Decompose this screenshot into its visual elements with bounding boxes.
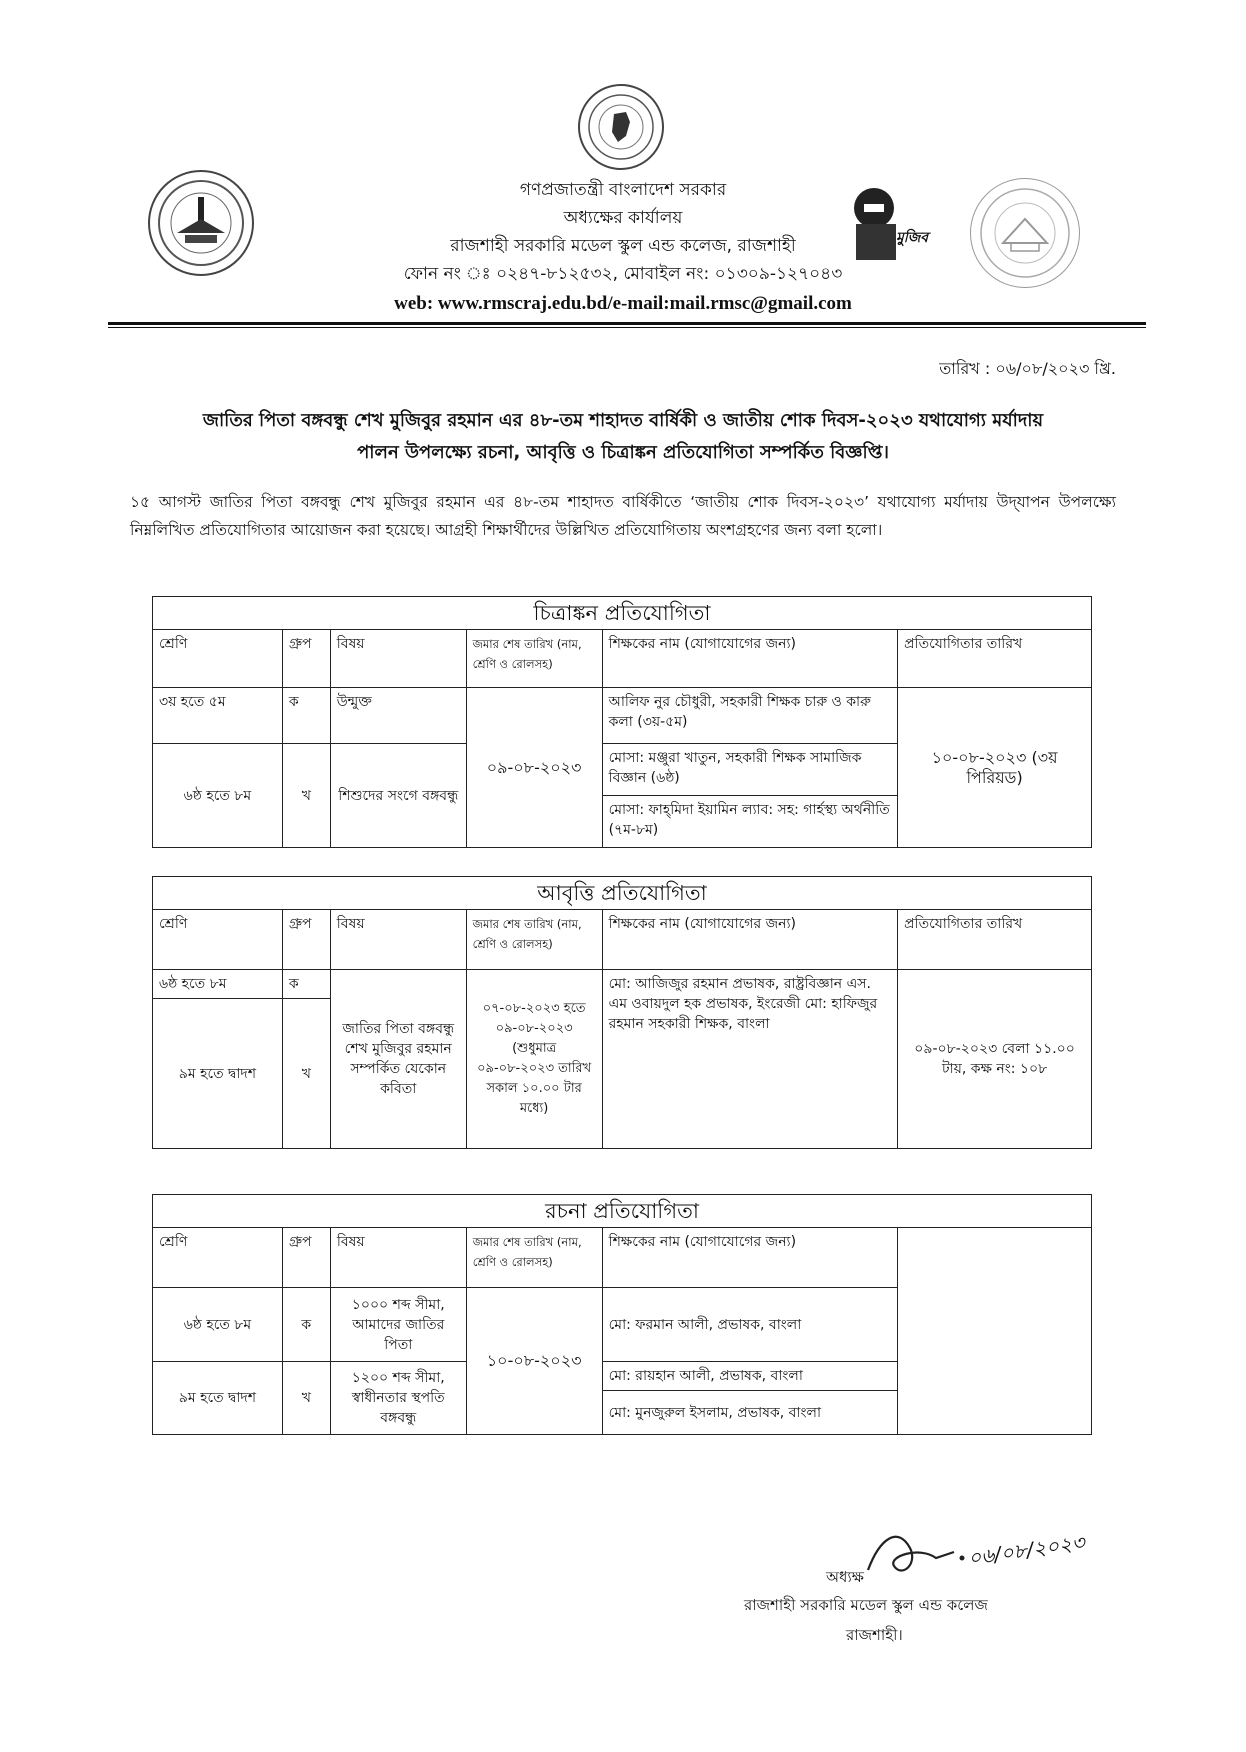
drawing-deadline: ০৯-০৮-২০২৩ <box>466 688 602 848</box>
essay-row1-class: ৬ষ্ঠ হতে ৮ম <box>153 1288 283 1362</box>
essay-row2-group: খ <box>282 1362 330 1435</box>
essay-row1-teacher: মো: ফরমান আলী, প্রভাষক, বাংলা <box>602 1288 898 1362</box>
col-class: শ্রেণি <box>153 910 283 970</box>
essay-row2-teacher-a: মো: রায়হান আলী, প্রভাষক, বাংলা <box>602 1362 898 1391</box>
drawing-row2-teacher-a: মোসা: মঞ্জুরা খাতুন, সহকারী শিক্ষক সামাজিক বিজ্ঞান (৬ষ্ঠ) <box>602 744 898 796</box>
recitation-teachers: মো: আজিজুর রহমান প্রভাষক, রাষ্ট্রবিজ্ঞান এস. এম ওবায়দুল হক প্রভাষক, ইংরেজী মো: হাফিজুর রহমান সহকারী শিক্ষক, বাংলা <box>602 970 898 1149</box>
signature-title: অধ্যক্ষ <box>826 1568 864 1586</box>
col-teacher: শিক্ষকের নাম (যোগাযোগের জন্য) <box>602 1228 898 1288</box>
signature-date: ০৬/০৮/২০২৩ <box>966 1529 1087 1571</box>
notice-title-line2: পালন উপলক্ষ্যে রচনা, আবৃত্তি ও চিত্রাঙ্কন প্রতিযোগিতা সম্পর্কিত বিজ্ঞপ্তি। <box>357 442 889 463</box>
essay-row1-topic: ১০০০ শব্দ সীমা, আমাদের জাতির পিতা <box>330 1288 466 1362</box>
recitation-competition-table <box>152 876 1092 1149</box>
drawing-row2-class: ৬ষ্ঠ হতে ৮ম <box>153 744 283 848</box>
col-topic: বিষয় <box>330 910 466 970</box>
col-deadline: জমার শেষ তারিখ (নাম, শ্রেণি ও রোলসহ) <box>466 910 602 970</box>
header-institution: রাজশাহী সরকারি মডেল স্কুল এন্ড কলেজ, রাজশাহী <box>450 236 796 256</box>
col-class: শ্রেণি <box>153 1228 283 1288</box>
intro-paragraph: ১৫ আগস্ট জাতির পিতা বঙ্গবন্ধু শেখ মুজিবুর রহমান এর ৪৮-তম শাহাদত বার্ষিকীতে ‘জাতীয় শোক দিবস-২০২৩’ যথাযোগ্য মর্যাদায় উদ্‌যাপন উপলক্ষ্যে নিম্নলিখিত প্রতিযোগিতার আয়োজন করা হয়েছে। আগ্রহী শিক্ষার্থীদের উল্লিখিত প্রতিযোগিতায় অংশগ্রহণের জন্য বলা হলো। <box>130 493 1116 539</box>
header-phone: ফোন নং ঃ ০২৪৭-৮১২৫৩২, মোবাইল নং: ০১৩০৯-১২৭০৪৩ <box>403 264 843 284</box>
drawing-row1-group: ক <box>282 688 330 744</box>
col-teacher: শিক্ষকের নাম (যোগাযোগের জন্য) <box>602 630 898 688</box>
government-seal-icon <box>578 84 664 170</box>
essay-title: রচনা প্রতিযোগিতা <box>153 1195 1092 1228</box>
essay-row2-topic: ১২০০ শব্দ সীমা, স্বাধীনতার স্থপতি বঙ্গবন্ধু <box>330 1362 466 1435</box>
signature-institution: রাজশাহী সরকারি মডেল স্কুল এন্ড কলেজ <box>744 1596 988 1614</box>
col-group: গ্রুপ <box>282 1228 330 1288</box>
col-teacher: শিক্ষকের নাম (যোগাযোগের জন্য) <box>602 910 898 970</box>
essay-deadline: ১০-০৮-২০২৩ <box>466 1288 602 1435</box>
col-class: শ্রেণি <box>153 630 283 688</box>
recitation-deadline: ০৭-০৮-২০২৩ হতে ০৯-০৮-২০২৩ (শুধুমাত্র ০৯-০৮-২০২৩ তারিখ সকাল ১০.০০ টার মধ্যে) <box>466 970 602 1149</box>
header-office: অধ্যক্ষের কার্যালয় <box>563 208 683 228</box>
col-topic: বিষয় <box>330 630 466 688</box>
header-divider-thin <box>108 327 1146 328</box>
header-government: গণপ্রজাতন্ত্রী বাংলাদেশ সরকার <box>519 180 727 200</box>
recitation-comp-date: ০৯-০৮-২০২৩ বেলা ১১.০০ টায়, কক্ষ নং: ১০৮ <box>898 970 1092 1149</box>
drawing-row2-group: খ <box>282 744 330 848</box>
drawing-row1-class: ৩য় হতে ৫ম <box>153 688 283 744</box>
drawing-row2-topic: শিশুদের সংগে বঙ্গবন্ধু <box>330 744 466 848</box>
essay-competition-table <box>152 1194 1092 1435</box>
recitation-row2-group: খ <box>282 999 330 1149</box>
col-topic: বিষয় <box>330 1228 466 1288</box>
col-deadline: জমার শেষ তারিখ (নাম, শ্রেণি ও রোলসহ) <box>466 630 602 688</box>
handwritten-signature <box>858 1508 1098 1588</box>
recitation-title: আবৃত্তি প্রতিযোগিতা <box>153 877 1092 910</box>
notice-title-line1: জাতির পিতা বঙ্গবন্ধু শেখ মুজিবুর রহমান এর ৪৮-তম শাহাদত বার্ষিকী ও জাতীয় শোক দিবস-২০২৩ যথাযোগ্য মর্যাদায় <box>202 410 1044 431</box>
header-divider <box>108 322 1146 325</box>
col-deadline: জমার শেষ তারিখ (নাম, শ্রেণি ও রোলসহ) <box>466 1228 602 1288</box>
drawing-comp-date: ১০-০৮-২০২৩ (৩য় পিরিয়ড) <box>898 688 1092 848</box>
mujib-logo-text: মুজিব <box>896 230 929 246</box>
drawing-row1-topic: উন্মুক্ত <box>330 688 466 744</box>
essay-row2-class: ৯ম হতে দ্বাদশ <box>153 1362 283 1435</box>
recitation-row2-class: ৯ম হতে দ্বাদশ <box>153 999 283 1149</box>
col-comp-date: প্রতিযোগিতার তারিখ <box>898 910 1092 970</box>
drawing-title: চিত্রাঙ্কন প্রতিযোগিতা <box>153 597 1092 630</box>
essay-comp-date-empty <box>898 1228 1092 1435</box>
header-web-email: web: www.rmscraj.edu.bd/e-mail:mail.rmsc@gmail.com <box>394 293 852 314</box>
recitation-row1-class: ৬ষ্ঠ হতে ৮ম <box>153 970 283 999</box>
col-comp-date: প্রতিযোগিতার তারিখ <box>898 630 1092 688</box>
col-group: গ্রুপ <box>282 630 330 688</box>
col-group: গ্রুপ <box>282 910 330 970</box>
recitation-row1-group: ক <box>282 970 330 999</box>
notice-date: তারিখ : ০৬/০৮/২০২৩ খ্রি. <box>939 359 1116 378</box>
drawing-row1-teacher: আলিফ নুর চৌধুরী, সহকারী শিক্ষক চারু ও কারু কলা (৩য়-৫ম) <box>602 688 898 744</box>
drawing-row2-teacher-b: মোসা: ফাহ্‌মিদা ইয়ামিন ল্যাব: সহ: গার্হস্থ্য অর্থনীতি (৭ম-৮ম) <box>602 796 898 848</box>
essay-row1-group: ক <box>282 1288 330 1362</box>
drawing-competition-table <box>152 596 1092 848</box>
signature-city: রাজশাহী। <box>846 1626 903 1644</box>
essay-row2-teacher-b: মো: মুনজুরুল ইসলাম, প্রভাষক, বাংলা <box>602 1391 898 1435</box>
recitation-topic: জাতির পিতা বঙ্গবন্ধু শেখ মুজিবুর রহমান সম্পর্কিত যেকোন কবিতা <box>330 970 466 1149</box>
